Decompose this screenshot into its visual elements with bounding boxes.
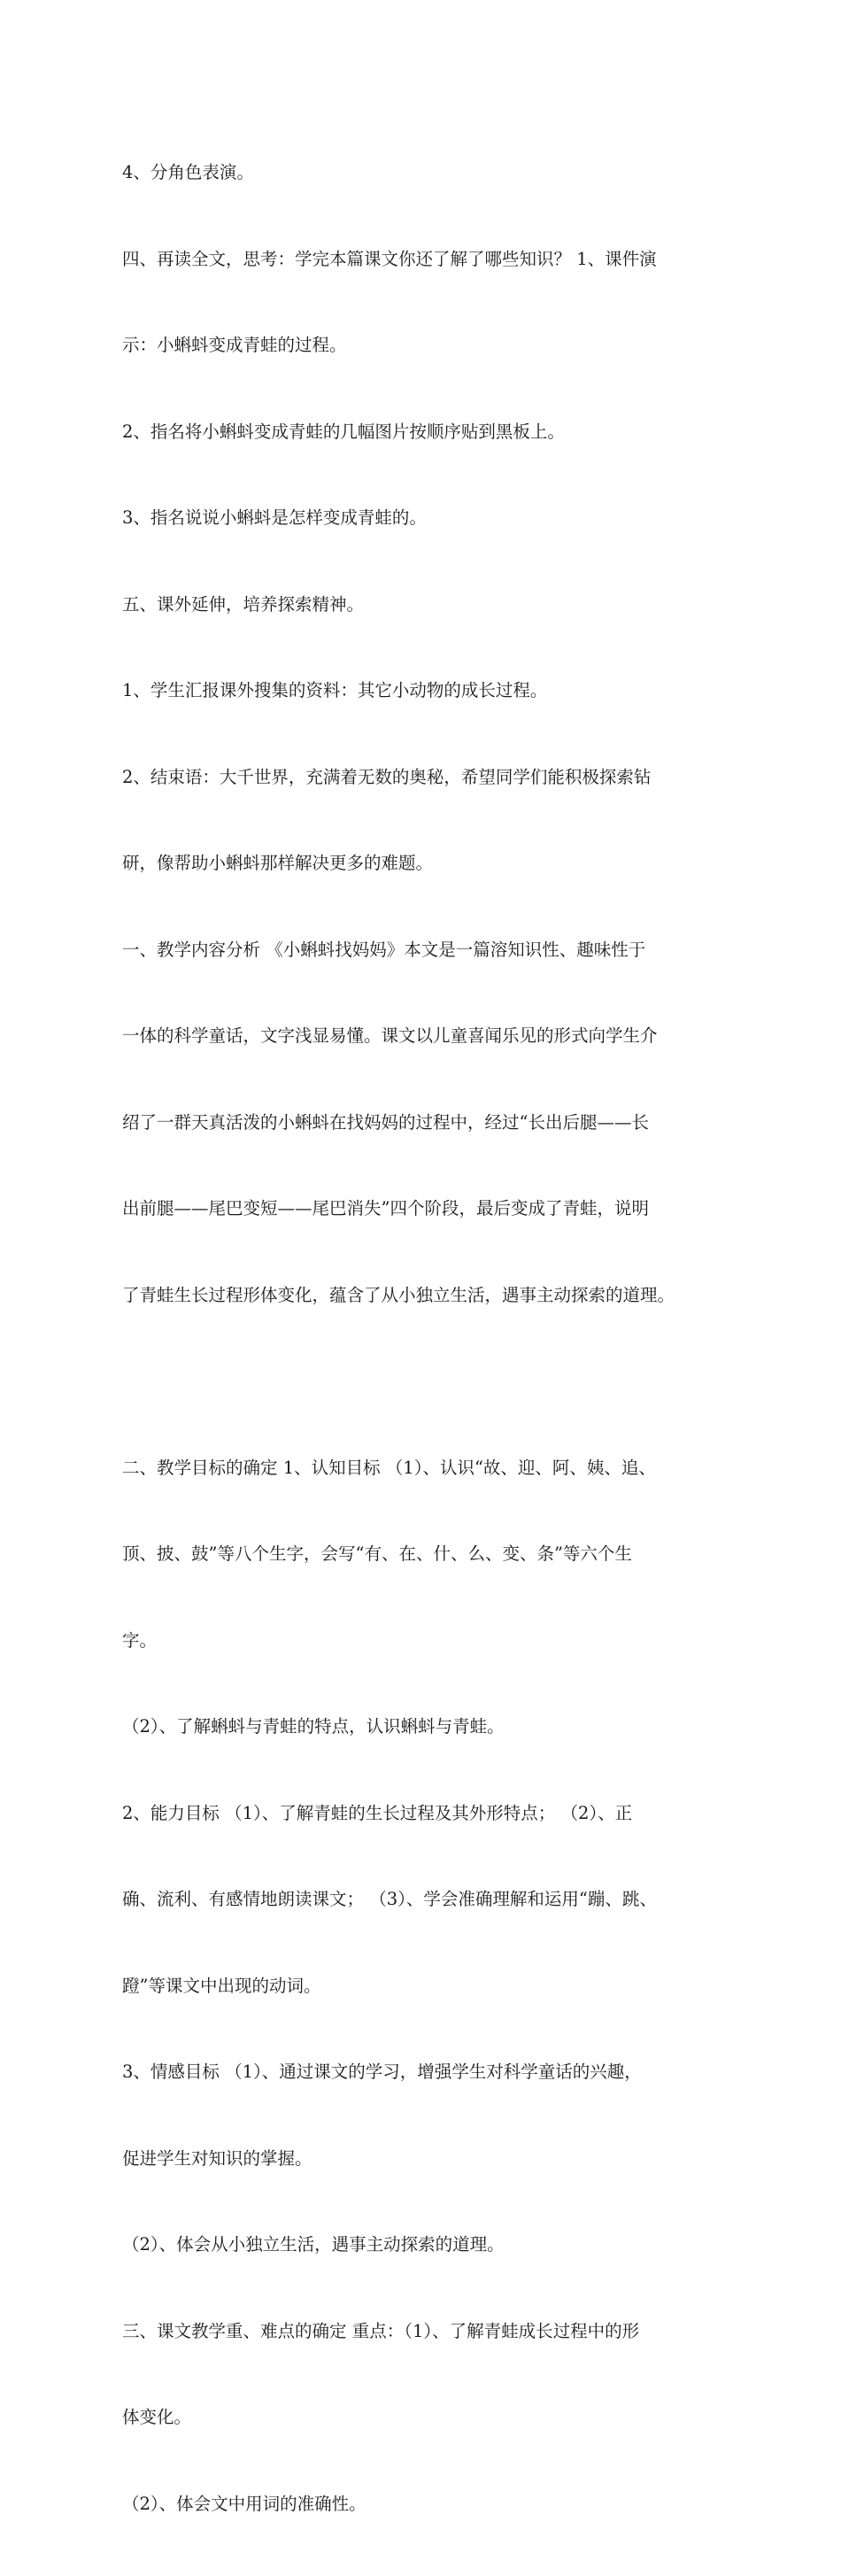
- text-line: 1、学生汇报课外搜集的资料：其它小动物的成长过程。: [122, 680, 548, 700]
- text-line: 3、指名说说小蝌蚪是怎样变成青蛙的。: [122, 507, 427, 528]
- text-line: 顶、披、鼓”等八个生字，会写“有、在、什、么、变、条”等六个生: [122, 1543, 632, 1564]
- text-line: 了青蛙生长过程形体变化，蕴含了从小独立生活，遇事主动探索的道理。: [122, 1284, 675, 1305]
- text-line: 2、结束语：大千世界，充满着无数的奥秘，希望同学们能积极探索钻: [122, 766, 652, 787]
- text-line: （2）、体会文中用词的准确性。: [122, 2493, 366, 2514]
- text-line: 4、分角色表演。: [122, 162, 254, 182]
- document-body: [122, 101, 742, 2576]
- text-line: （2）、体会从小独立生活，遇事主动探索的道理。: [122, 2234, 505, 2255]
- text-line: 确、流利、有感情地朗读课文； （3）、学会准确理解和运用“蹦、跳、: [122, 1889, 657, 1909]
- text-line: 蹬”等课文中出现的动词。: [122, 1975, 321, 1996]
- text-line: 2、能力目标 （1）、了解青蛙的生长过程及其外形特点； （2）、正: [122, 1802, 633, 1823]
- text-line: 绍了一群天真活泼的小蝌蚪在找妈妈的过程中，经过“长出后腿——长: [122, 1111, 649, 1133]
- text-line: 研，像帮助小蝌蚪那样解决更多的难题。: [122, 853, 434, 873]
- blank-line: [122, 1367, 742, 1396]
- text-line: 三、课文教学重、难点的确定 重点：（1）、了解青蛙成长过程中的形: [122, 2320, 640, 2341]
- text-line: 促进学生对知识的掌握。: [122, 2147, 312, 2169]
- text-line: 2、指名将小蝌蚪变成青蛙的几幅图片按顺序贴到黑板上。: [122, 421, 565, 442]
- text-line: （2）、了解蝌蚪与青蛙的特点，认识蝌蚪与青蛙。: [122, 1716, 505, 1737]
- text-line: 五、课外延伸，培养探索精神。: [122, 593, 365, 615]
- text-line: 3、情感目标 （1）、通过课文的学习，增强学生对科学童话的兴趣，: [122, 2062, 642, 2082]
- text-line: 四、再读全文，思考：学完本篇课文你还了解了哪些知识？ 1、课件演: [122, 248, 657, 269]
- text-line: 示：小蝌蚪变成青蛙的过程。: [122, 335, 347, 355]
- text-line: 出前腿——尾巴变短——尾巴消失”四个阶段，最后变成了青蛙，说明: [122, 1198, 649, 1218]
- text-line: 二、教学目标的确定 1、认知目标 （1）、认识“故、迎、阿、姨、追、: [122, 1457, 656, 1478]
- text-line: 体变化。: [122, 2407, 192, 2427]
- text-line: 字。: [122, 1629, 158, 1651]
- text-line: 一体的科学童话，文字浅显易懂。课文以儿童喜闻乐见的形式向学生介: [122, 1025, 658, 1046]
- text-line: 一、教学内容分析 《小蝌蚪找妈妈》本文是一篇溶知识性、趣味性于: [122, 939, 646, 960]
